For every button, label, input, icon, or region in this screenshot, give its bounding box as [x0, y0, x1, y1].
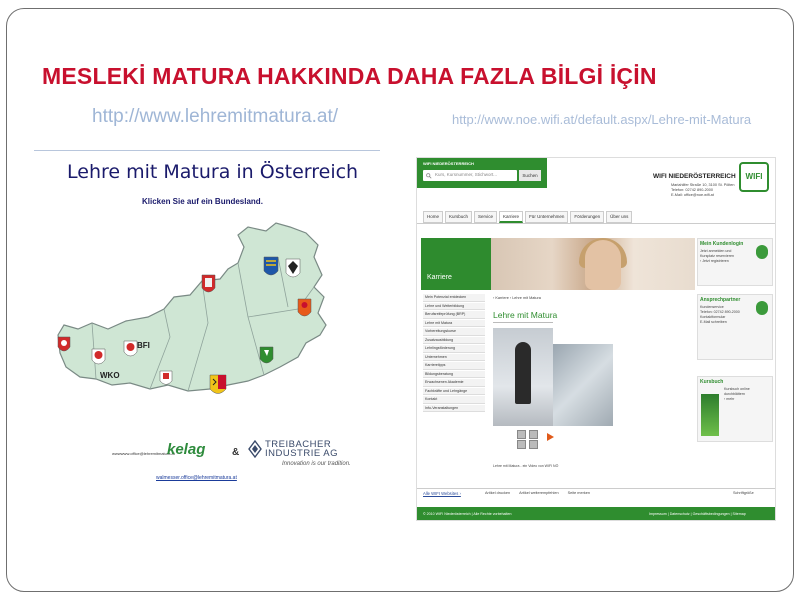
page-heading: Lehre mit Matura: [493, 310, 558, 320]
video-thumbnail[interactable]: [517, 430, 526, 439]
breadcrumb: › Karriere › Lehre mit Matura: [493, 296, 541, 300]
side-menu-item[interactable]: Lehre und Weiterbildung: [423, 303, 485, 311]
side-menu-item[interactable]: Info-Veranstaltungen: [423, 405, 485, 413]
bookmark-button[interactable]: Seite merken: [567, 491, 590, 495]
coat-of-arms-styria: [260, 347, 273, 363]
kelag-logo: kelag: [167, 441, 206, 458]
coat-of-arms-burgenland: [298, 299, 311, 316]
wifi-main-nav: [423, 211, 632, 223]
wifi-org-name: WIFI NIEDERÖSTERREICH: [653, 173, 736, 180]
lmm-heading: Lehre mit Matura in Österreich: [67, 161, 359, 183]
nav-unternehmen[interactable]: Für Unternehmen: [525, 211, 568, 223]
play-icon[interactable]: [547, 433, 554, 441]
austria-outline: [58, 223, 326, 391]
wifi-website-screenshot: [416, 157, 776, 521]
side-menu-item[interactable]: Fachkräfte und Lehrgänge: [423, 388, 485, 396]
side-menu-item[interactable]: Vorbereitungskurse: [423, 328, 485, 336]
lehremitmatura-link[interactable]: http://www.lehremitmatura.at/: [92, 106, 339, 127]
box-ansprechpartner: [697, 294, 773, 360]
search-icon: [426, 173, 432, 179]
box-link[interactable]: › Jetzt registrieren: [700, 259, 729, 263]
lehre-mit-matura-image: [52, 157, 362, 489]
box-link[interactable]: E-Mail schreiben: [700, 320, 727, 324]
copyright: © 2010 WIFI Niederösterreich | Alle Rechte vorbehalten: [423, 512, 512, 516]
coat-of-arms-upper-austria: [264, 257, 278, 275]
side-menu-item[interactable]: Berufsreifeprüfung (BRP): [423, 311, 485, 319]
coat-of-arms-carinthia: [210, 375, 226, 394]
nav-ueber-uns[interactable]: Über uns: [606, 211, 632, 223]
coat-of-arms-tirol-east: [124, 341, 137, 356]
side-menu-item[interactable]: Bildungsberatung: [423, 371, 485, 379]
video-thumbnail[interactable]: [529, 430, 538, 439]
wifi-noe-link[interactable]: http://www.noe.wifi.at/default.aspx/Lehre-mit-Matura: [452, 112, 752, 127]
footer-tools: [485, 491, 590, 495]
banner-face: [585, 240, 621, 290]
font-size-control[interactable]: Schriftgröße: [733, 491, 754, 495]
box-text: Kursplatz reservieren: [700, 254, 734, 258]
wifi-footer-bar: [417, 507, 776, 521]
video-thumbnails: [493, 428, 553, 446]
sponsor-small-text: wwwwww.office@lehremitmatura.at: [112, 451, 175, 456]
karriere-banner: [421, 238, 695, 290]
coat-of-arms-tirol: [92, 349, 105, 364]
contact-email-link[interactable]: walmesser.office@lehremitmatura.at: [156, 475, 237, 481]
box-text: Kundenservice: [700, 305, 724, 309]
austria-map[interactable]: [52, 217, 362, 417]
lmm-subheading: Klicken Sie auf ein Bundesland.: [142, 197, 263, 206]
wifi-logo[interactable]: [739, 162, 769, 192]
print-button[interactable]: Artikel drucken: [485, 491, 511, 495]
contact-icon: [756, 301, 768, 315]
heading-underline: [493, 322, 553, 323]
kursbuch-cover[interactable]: [701, 394, 719, 436]
nav-kursbuch[interactable]: Kursbuch: [445, 211, 472, 223]
wifi-search-button[interactable]: Suchen: [519, 170, 541, 181]
wifi-address: [671, 183, 735, 198]
wifi-header-bar: [417, 158, 547, 188]
wko-label: WKO: [100, 371, 120, 380]
side-menu-item[interactable]: Mein Potenzial entdecken: [423, 294, 485, 302]
box-link[interactable]: Kontaktformular: [700, 315, 726, 319]
treibacher-slogan: Innovation is our tradition.: [282, 461, 351, 467]
treibacher-name: [265, 440, 338, 458]
bfi-label: BFI: [137, 341, 150, 350]
video-caption: Lehre mit Matura - ein Video von WIFI NÖ: [493, 464, 559, 468]
nav-divider: [417, 223, 776, 224]
video-thumbnail[interactable]: [529, 440, 538, 449]
nav-karriere[interactable]: Karriere: [499, 211, 523, 223]
divider: [34, 150, 380, 151]
nav-service[interactable]: Service: [474, 211, 497, 223]
ampersand: &: [232, 447, 240, 458]
address-line: E-Mail: office@noe.wifi.at: [671, 193, 714, 197]
coat-of-arms-vienna: [286, 259, 300, 277]
side-menu-item[interactable]: Erwachsenen Akademie: [423, 379, 485, 387]
banner-photo: [491, 238, 695, 290]
box-title: Ansprechpartner: [700, 297, 741, 303]
slide-title: MESLEKİ MATURA HAKKINDA DAHA FAZLA BİLGİ İÇİN: [42, 63, 657, 89]
side-menu-item[interactable]: Lehrlingsförderung: [423, 345, 485, 353]
nav-foerderungen[interactable]: Förderungen: [570, 211, 604, 223]
wifi-logo-text: WIFI: [745, 172, 763, 181]
search-placeholder: Kurs, Kursnummer, Stichwort...: [435, 172, 498, 177]
side-menu-item[interactable]: Kontakt: [423, 396, 485, 404]
coat-of-arms-vorarlberg: [160, 371, 172, 385]
all-wifi-websites-link[interactable]: Alle WIFI Websites ›: [423, 491, 461, 496]
wifi-brand-small: WIFI NIEDERÖSTERREICH: [423, 161, 474, 166]
box-text: Telefon: 02742 890-2000: [700, 310, 740, 314]
wifi-search-input[interactable]: [423, 170, 517, 181]
box-title: Mein Kundenlogin: [700, 241, 744, 247]
box-text: Jetzt anmelden und: [700, 249, 732, 253]
office-photo: [553, 344, 613, 426]
coat-of-arms-salzburg: [202, 275, 215, 292]
address-line: Telefon: 02742 890-2000: [671, 188, 714, 192]
box-kundenlogin: [697, 238, 773, 286]
side-menu-item[interactable]: Karrieretipps: [423, 362, 485, 370]
box-text: Kursbuch online: [724, 387, 750, 391]
side-menu-item[interactable]: Lehre mit Matura: [423, 320, 485, 328]
banner-label: Karriere: [427, 274, 452, 281]
footer-links[interactable]: Impressum | Datenschutz | Geschäftsbedingungen | Sitemap: [649, 512, 746, 516]
address-line: Mariahilfer Straße 10, 3100 St. Pölten: [671, 183, 735, 187]
box-text: durchblättern: [724, 392, 745, 396]
box-title: Kursbuch: [700, 379, 724, 385]
side-menu-item[interactable]: Zusatzausbildung: [423, 337, 485, 345]
box-link[interactable]: › mehr: [724, 397, 735, 401]
treibacher-line2: INDUSTRIE AG: [265, 448, 339, 459]
lock-icon: [756, 245, 768, 259]
treibacher-logo-icon: [248, 440, 262, 458]
side-menu-item[interactable]: Unternehmen: [423, 354, 485, 362]
recommend-button[interactable]: Artikel weiterempfehlen: [519, 491, 559, 495]
nav-home[interactable]: Home: [423, 211, 443, 223]
footer-divider: [417, 488, 776, 489]
person-figure: [515, 342, 531, 404]
coat-of-arms-tirol-west: [58, 337, 70, 351]
karriere-side-menu: [423, 294, 485, 413]
banner-green-block: [421, 238, 491, 290]
video-thumbnail[interactable]: [517, 440, 526, 449]
treibacher-line1: TREIBACHER: [265, 439, 332, 450]
